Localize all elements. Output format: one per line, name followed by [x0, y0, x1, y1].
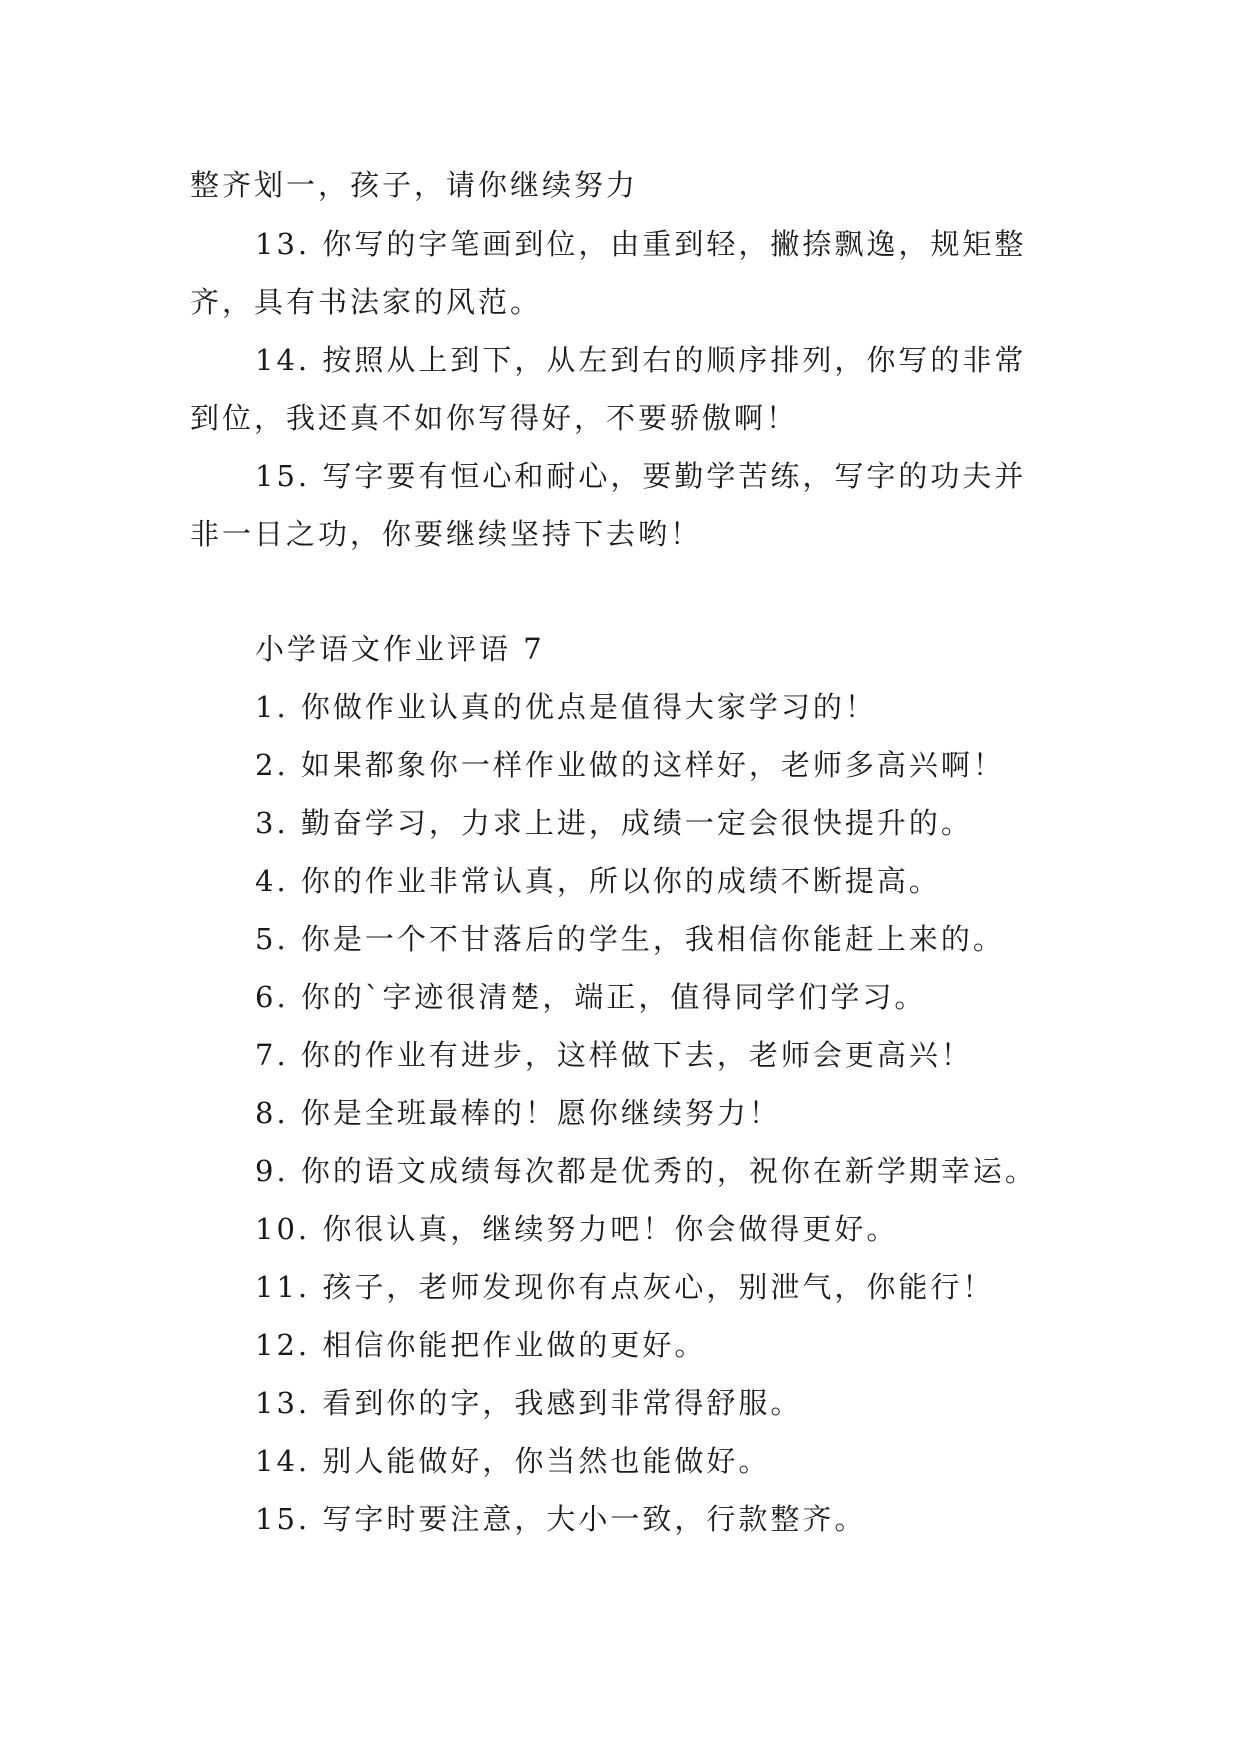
list-item: 4. 你的作业非常认真，所以你的成绩不断提高。	[255, 864, 941, 898]
list-item: 3. 勤奋学习，力求上进，成绩一定会很快提升的。	[255, 806, 973, 840]
paragraph-line: 13. 你写的字笔画到位，由重到轻，撇捺飘逸，规矩整	[255, 227, 1027, 261]
paragraph-line: 到位，我还真不如你写得好，不要骄傲啊！	[190, 401, 799, 435]
list-item: 13. 看到你的字，我感到非常得舒服。	[255, 1386, 803, 1420]
list-item: 14. 别人能做好，你当然也能做好。	[255, 1444, 771, 1478]
list-item: 15. 写字时要注意，大小一致，行款整齐。	[255, 1502, 867, 1536]
list-item: 5. 你是一个不甘落后的学生，我相信你能赶上来的。	[255, 922, 1005, 956]
list-item: 8. 你是全班最棒的！愿你继续努力！	[255, 1096, 781, 1130]
list-item: 11. 孩子，老师发现你有点灰心，别泄气，你能行！	[255, 1270, 995, 1304]
section-heading: 小学语文作业评语 7	[255, 632, 545, 666]
list-item: 12. 相信你能把作业做的更好。	[255, 1328, 707, 1362]
paragraph-line: 非一日之功，你要继续坚持下去哟！	[190, 517, 703, 551]
list-item: 9. 你的语文成绩每次都是优秀的，祝你在新学期幸运。	[255, 1154, 1037, 1188]
paragraph-line: 齐，具有书法家的风范。	[190, 285, 543, 319]
list-item: 6. 你的`字迹很清楚，端正，值得同学们学习。	[255, 980, 927, 1014]
list-item: 7. 你的作业有进步，这样做下去，老师会更高兴！	[255, 1038, 973, 1072]
list-item: 2. 如果都象你一样作业做的这样好，老师多高兴啊！	[255, 748, 1005, 782]
paragraph-line: 15. 写字要有恒心和耐心，要勤学苦练，写字的功夫并	[255, 459, 1027, 493]
paragraph-line: 14. 按照从上到下，从左到右的顺序排列，你写的非常	[255, 343, 1027, 377]
paragraph-line: 整齐划一，孩子，请你继续努力	[190, 168, 639, 202]
list-item: 1. 你做作业认真的优点是值得大家学习的！	[255, 690, 877, 724]
list-item: 10. 你很认真，继续努力吧！你会做得更好。	[255, 1212, 899, 1246]
